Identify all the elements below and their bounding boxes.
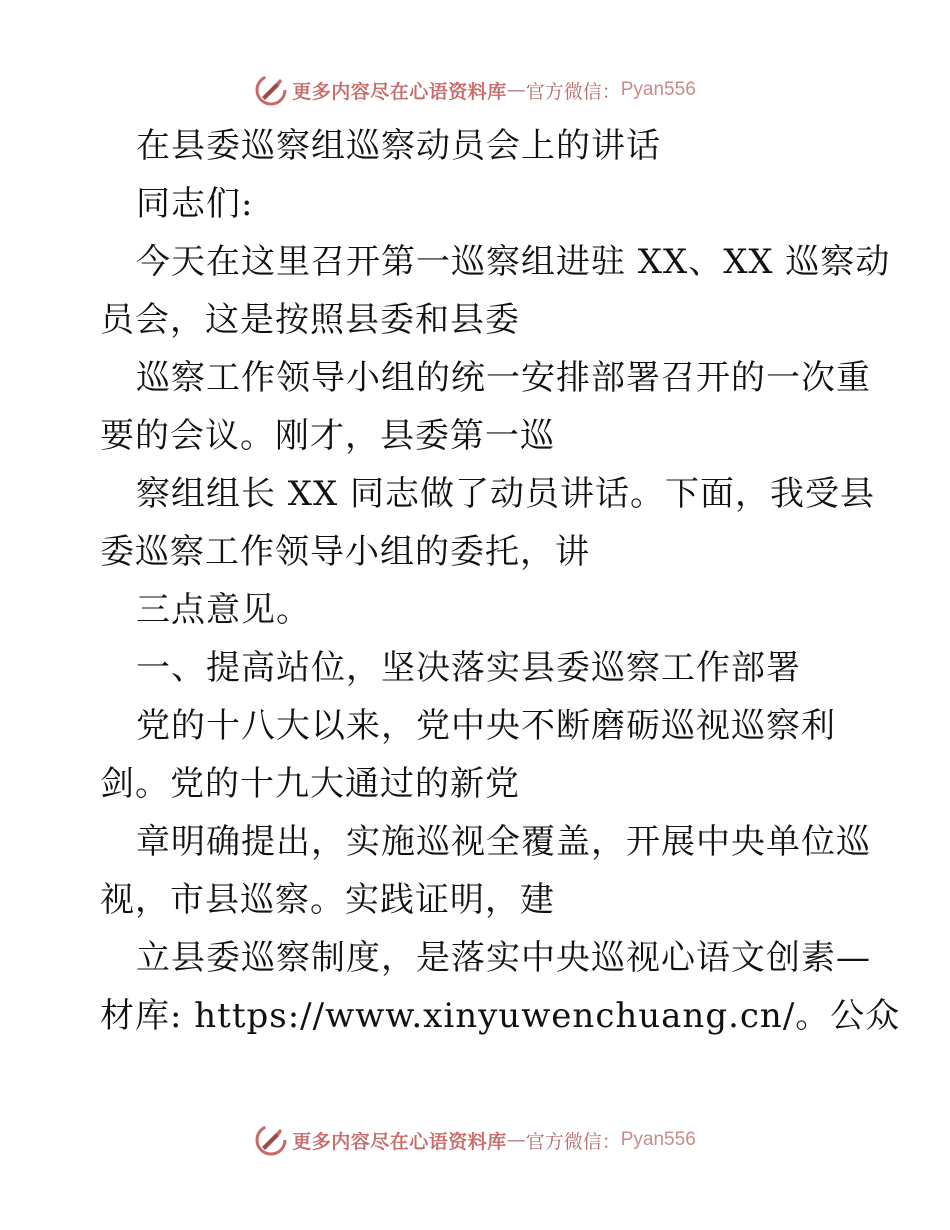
paragraph-line: 章明确提出，实施巡视全覆盖，开展中央单位巡 bbox=[136, 822, 871, 862]
paragraph-line: 巡察工作领导小组的统一安排部署召开的一次重 bbox=[136, 358, 871, 398]
watermark-official-label: 官方微信： bbox=[525, 1130, 621, 1153]
paragraph-line: 立县委巡察制度，是落实中央巡视心语文创素— bbox=[136, 938, 871, 978]
watermark-banner-bottom bbox=[0, 1118, 950, 1162]
paragraph-line: 委巡察工作领导小组的委托，讲 bbox=[100, 532, 590, 572]
watermark-official-label: 官方微信： bbox=[525, 80, 621, 103]
watermark-separator: — bbox=[506, 1129, 526, 1151]
paragraph-line: 剑。党的十九大通过的新党 bbox=[100, 764, 520, 804]
paragraph-line: 视，市县巡察。实践证明，建 bbox=[100, 880, 555, 920]
watermark-separator: — bbox=[506, 79, 526, 101]
watermark-wechat-id: Pyan556 bbox=[620, 79, 696, 100]
watermark-brand-text: 更多内容尽在心语资料库 bbox=[292, 80, 507, 103]
swirl-pen-logo-icon bbox=[254, 73, 288, 107]
watermark-brand-text: 更多内容尽在心语资料库 bbox=[292, 1130, 507, 1153]
paragraph-line: 要的会议。刚才，县委第一巡 bbox=[100, 416, 555, 456]
document-title: 在县委巡察组巡察动员会上的讲话 bbox=[136, 126, 661, 166]
salutation-line: 同志们: bbox=[136, 184, 254, 224]
watermark-banner-top bbox=[0, 68, 950, 112]
paragraph-line: 今天在这里召开第一巡察组进驻 XX、XX 巡察动 bbox=[136, 242, 891, 282]
paragraph-line: 察组组长 XX 同志做了动员讲话。下面，我受县 bbox=[136, 474, 876, 514]
swirl-pen-logo-icon bbox=[254, 1123, 288, 1157]
paragraph-line: 党的十八大以来，党中央不断磨砺巡视巡察利 bbox=[136, 706, 836, 746]
section-heading: 一、提高站位，坚决落实县委巡察工作部署 bbox=[136, 648, 801, 688]
paragraph-line: 员会，这是按照县委和县委 bbox=[100, 300, 520, 340]
watermark-wechat-id: Pyan556 bbox=[620, 1129, 696, 1150]
paragraph-line-with-url: 材库: https://www.xinyuwenchuang.cn/。公众 bbox=[100, 996, 901, 1036]
paragraph-line: 三点意见。 bbox=[136, 590, 311, 630]
